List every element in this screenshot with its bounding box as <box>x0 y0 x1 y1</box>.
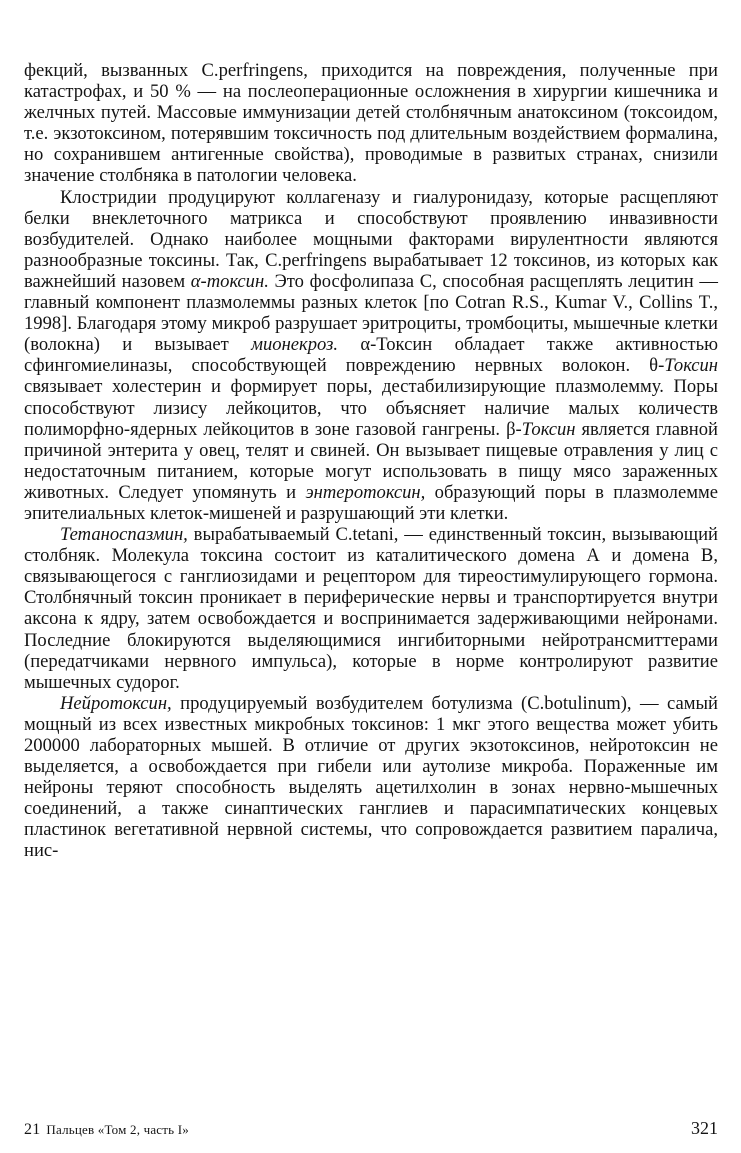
italic-term: энтеротоксин, <box>305 481 426 503</box>
text-run: α-Токсин обладает также активностью сфингомиелиназы, способствующей повреждению нервных волокон. θ- <box>24 334 718 377</box>
text-run: образующий поры в плазмолемме эпителиальных клеток-мишеней и разрушающий эти клетки. <box>24 481 718 524</box>
page-number: 321 <box>691 1118 718 1138</box>
page-footer <box>24 1118 718 1139</box>
paragraph-1 <box>24 60 718 187</box>
text-run: продуцируемый возбудителем ботулизма (C.botulinum), — самый мощный из всех известных микробных токсинов: 1 мкг этого вещества может убить 200000 лабораторных мышей. В отличие от других экзотоксинов, нейротоксин не выделяется, а освобождается при гибели или аутолизе микроба. Пораженные им нейроны теряют способность выделять ацетилхолин в зонах нервно-мышечных соединений, а также синаптических ганглиев и парасимпатических концевых пластинок вегетативной нервной системы, что сопровождается развитием паралича, нис- <box>24 692 718 862</box>
paragraph-4 <box>24 693 718 862</box>
text-run: связывает холестерин и формирует поры, дестабилизирующие плазмолемму. Поры способствуют лизису лейкоцитов, что объясняет наличие малых количеств полиморфно-ядерных лейкоцитов в зоне газовой гангрены. β- <box>24 376 718 440</box>
italic-term: Токсин <box>664 355 718 377</box>
text-run: вырабатываемый C.tetani, — единственный токсин, вызывающий столбняк. Молекула токсина состоит из каталитического домена А и домена В, связывающегося с ганглиозидами и рецептором для тиреостимулирующего гормона. Столбнячный токсин проникает в периферические нервы и транспортируется внутри аксона к ядру, затем освобождается и воспринимается задерживающими нейронами. Последние блокируются выделяющимися ингибиторными нейротрансмиттерами (передатчиками нервного импульса), которые в норме контролируют развитие мышечных судорог. <box>24 524 718 693</box>
text-run: является главной причиной энтерита у овец, телят и свиней. Он вызывает пищевые отравления у лиц с недостаточным питанием, которые могут использовать в пищу мясо зараженных животных. Следует упомянуть и <box>24 418 718 503</box>
italic-term: α-токсин. <box>190 270 269 292</box>
body-text <box>24 60 718 862</box>
text-run: Клостридии продуцируют коллагеназу и гиалуронидазу, которые расщепляют белки внеклеточного матрикса и способствуют проявлению инвазивности возбудителей. Однако наиболее мощными факторами вирулентности являются разнообразные токсины. Так, C.perfringens вырабатывает 12 токсинов, из которых как важнейший назовем <box>24 186 718 292</box>
paragraph-2 <box>24 187 718 525</box>
printer-signature <box>24 1121 189 1139</box>
signature-text: Пальцев «Том 2, часть I» <box>46 1122 189 1137</box>
signature-number: 21 <box>24 1121 41 1138</box>
paragraph-3 <box>24 524 718 693</box>
italic-term: Тетаноспазмин, <box>60 524 188 546</box>
text-run: фекций, вызванных C.perfringens, приходится на повреждения, полученные при катастрофах, и 50 % — на послеоперационные осложнения в хирургии кишечника и желчных путей. Массовые иммунизации детей столбнячным анатоксином (токсоидом, т.е. экзотоксином, потерявшим токсичность под длительным воздействием формалина, но сохранившем антигенные свойства), проводимые в развитых странах, снизили значение столбняка в патологии человека. <box>24 60 718 187</box>
italic-term: мионекроз. <box>251 334 338 356</box>
italic-term: Токсин <box>521 418 576 440</box>
text-run: Это фосфолипаза С, способная расщеплять лецитин — главный компонент плазмолеммы разных клеток [по Cotran R.S., Kumar V., Collins T., 1998]. Благодаря этому микроб разрушает эритроциты, тромбоциты, мышечные клетки (волокна) и вызывает <box>24 270 718 356</box>
italic-term: Нейротоксин, <box>60 692 172 714</box>
